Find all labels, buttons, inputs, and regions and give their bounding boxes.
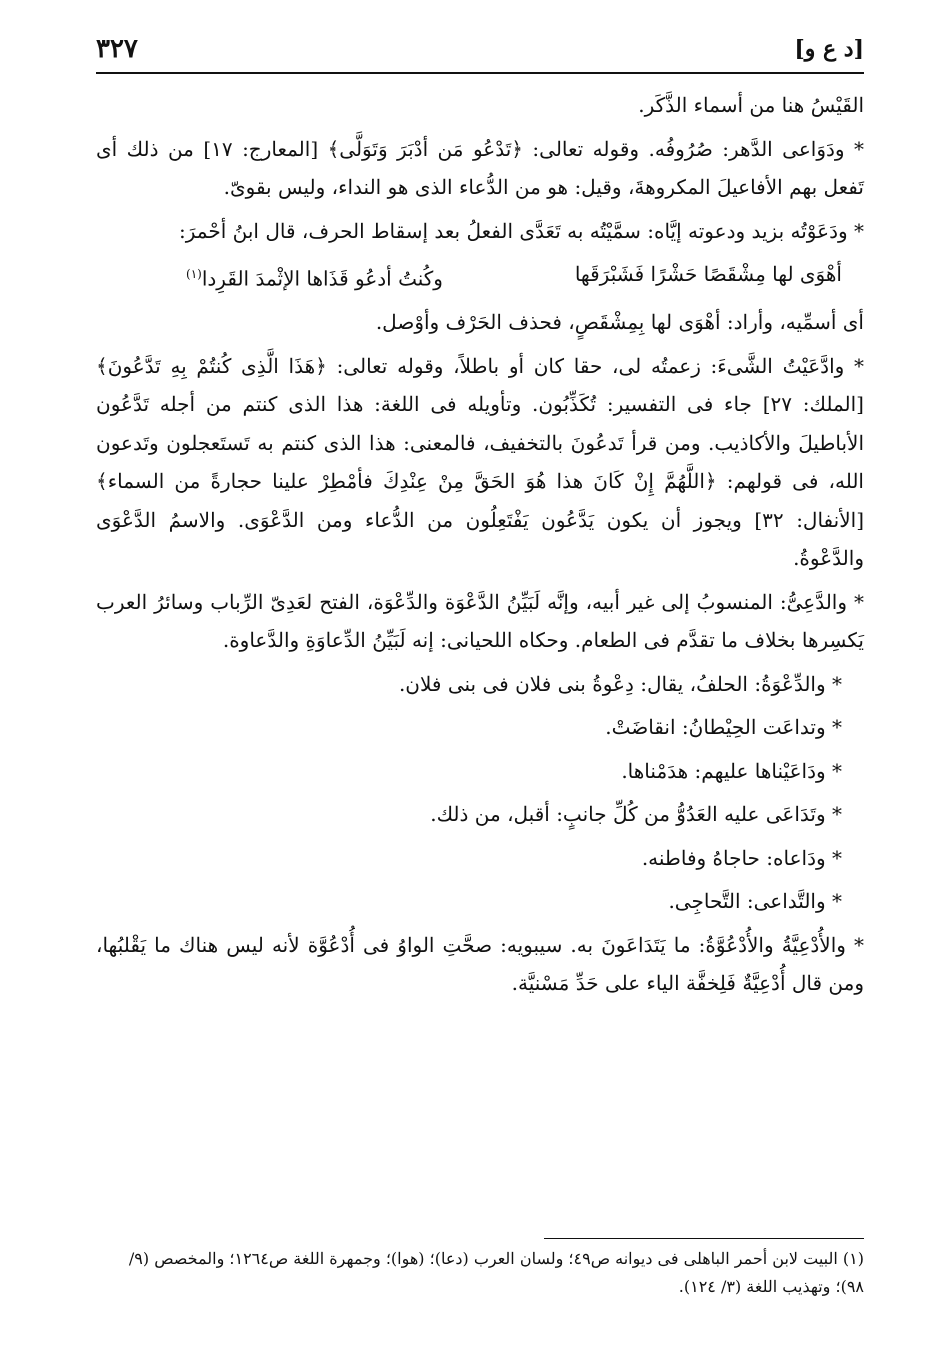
paragraph: القَيْسُ هنا من أسماء الذَّكَر.: [638, 93, 864, 117]
page-number: ٣٢٧: [96, 34, 138, 64]
poetry-verse: [96, 255, 864, 298]
paragraph: * ودَوَاعى الدَّهر: صُرُوفُه. وقوله تعالى: ﴿تَدْعُو مَن أدْبَرَ وَتَوَلَّى﴾ [المعارج: ١٧] من ذلك أى تَفعل بهم الأفاعيلَ المكروهةَ، وقيل: هو من الدُّعاء الذى هو النداء، وليس بقوىّ.: [96, 136, 864, 199]
paragraph: * والدَّعِىُّ: المنسوبُ إلى غير أبيه، وإنَّه لَبَيِّنُ الدَّعْوَة والدِّعْوَة، الفتح لعَدِىّ الرِّباب وسائرُ العرب يَكسِرها بخلاف ما تقدَّم فى الطعام. وحكاه اللحيانى: إنه لَبَيِّنُ الدِّعاوَةِ والدَّعاوة.: [96, 589, 864, 653]
footnotes: [96, 1238, 864, 1301]
paragraph: * ودَعَوْتُه بزيد ودعوته إيَّاه: سمَّيْتُه به تَعَدَّى الفعلُ بعد إسقاط الحرف، قال ابنُ أحْمرَ:: [179, 218, 864, 243]
paragraph: * ودَاعاه: حاجاهُ وفاطنه.: [641, 845, 842, 870]
paragraph: * وتداعَت الحِيْطانُ: انقاضَتْ.: [605, 715, 842, 740]
verse-second-hemistich: [186, 255, 443, 298]
root-heading: [د ع و]: [794, 36, 864, 62]
paragraph: * والدِّعْوَةُ: الحلفُ، يقال: دِعْوةُ بنى فلان فى بنى فلان.: [398, 671, 842, 696]
paragraph: * والأُدْعِيَّةُ والأُدْعُوَّةُ: ما يَتَدَاعَونَ به. سيبويه: صحَّتِ الواوُ فى أُدْعُوَّة لأنه ليس هناك ما يَقْلبُها، ومن قال أُدْعِيَّةٌ فَلِخفَّة الياء على حَدِّ مَسْنيَّة.: [96, 932, 864, 996]
footnote-marker[interactable]: (١): [186, 267, 202, 281]
paragraph: * ودَاعَيْناها عليهم: هدَمْناها.: [621, 758, 842, 783]
paragraph: أى أسمِّيه، وأراد: أهْوَى لها بِمِشْقَصٍ، فحذف الحَرْف وأوْصل.: [375, 310, 864, 335]
verse-first-hemistich: أهْوَى لها مِشْقَصًا حَشْرًا فَشَبْرَقَها: [574, 262, 842, 286]
paragraph: * والتَّداعى: التَّحاجِى.: [668, 889, 842, 914]
main-text: [96, 86, 864, 1008]
paragraph: * وادَّعَيْتُ الشَّىءَ: زعمتُه لى، حقا كان أو باطلاً، وقوله تعالى: ﴿هَذَا الَّذِى كُنتُمْ بِهِ تَدَّعُونَ﴾ [الملك: ٢٧] جاء فى التفسير: تُكَذِّبُون. وتأويله فى اللغة: هذا الذى كنتم من أجله تَدَّعُون الأباطيلَ والأكاذيب. ومن قرأ تَدعُونَ بالتخفيف، فالمعنى: هذا الذى كنتم به تَستَعجلون وتَدعون الله، فى قولهم: ﴿اللَّهُمَّ إِنْ كَانَ هذا هُوَ الحَقَّ مِنْ عِنْدِكَ فأمْطِرْ علينا حجارةً من السماء﴾ [الأنفال: ٣٢] ويجوز أن يكون يَدَّعُون يَفْتَعِلُون من الدُّعاء ومن الدَّعْوَى. والاسمُ الدَّعْوَى والدَّعْوةُ.: [96, 353, 865, 571]
footnote: (١) البيت لابن أحمر الباهلى فى ديوانه ص٤٩؛ ولسان العرب (دعا)؛ (هوا)؛ وجمهرة اللغة ص١٢٦٤؛ والمخصص (٩/ ٩٨)؛ وتهذيب اللغة (٣/ ١٢٤).: [128, 1249, 864, 1296]
verse-second-text: وكُنتُ أدعُو قَذَاها الإثْمدَ القَرِدا: [201, 266, 443, 291]
footnote-rule-mask: [96, 1238, 544, 1239]
paragraph: * وتَدَاعَى عليه العَدُوُّ من كُلِّ جانبٍ: أقبل، من ذلك.: [430, 802, 842, 827]
page-header: [96, 26, 864, 74]
